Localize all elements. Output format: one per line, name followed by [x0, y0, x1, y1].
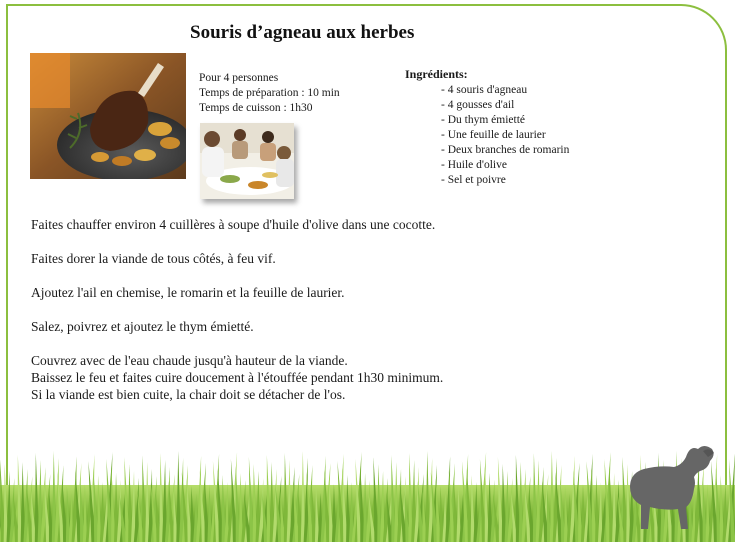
ingredient-item: - 4 gousses d'ail — [441, 98, 569, 113]
ingredient-item: - Deux branches de romarin — [441, 143, 569, 158]
recipe-steps — [31, 216, 691, 403]
dish-photo — [30, 53, 186, 179]
ingredient-item: - Huile d'olive — [441, 158, 569, 173]
lamb-silhouette-icon — [624, 443, 718, 533]
recipe-info — [199, 71, 340, 116]
servings: Pour 4 personnes — [199, 72, 279, 84]
ingredients-list — [441, 83, 569, 188]
prep-time: Temps de préparation : 10 min — [199, 87, 340, 99]
family-dinner-photo — [200, 123, 294, 199]
ingredient-item: - Sel et poivre — [441, 173, 569, 188]
ingredients-heading: Ingrédients: — [405, 67, 468, 81]
ingredient-item: - 4 souris d'agneau — [441, 83, 569, 98]
recipe-title: Souris d’agneau aux herbes — [190, 22, 415, 43]
step-5 — [31, 352, 691, 403]
ingredient-item: - Une feuille de laurier — [441, 128, 569, 143]
step-5-line-3: Si la viande est bien cuite, la chair doit se détacher de l'os. — [31, 387, 346, 402]
step-1: Faites chauffer environ 4 cuillères à soupe d'huile d'olive dans une cocotte. — [31, 217, 436, 232]
step-2: Faites dorer la viande de tous côtés, à feu vif. — [31, 251, 276, 266]
step-5-line-1: Couvrez avec de l'eau chaude jusqu'à hauteur de la viande. — [31, 353, 348, 368]
step-4: Salez, poivrez et ajoutez le thym émietté. — [31, 319, 254, 334]
cook-time: Temps de cuisson : 1h30 — [199, 102, 313, 114]
ingredient-item: - Du thym émietté — [441, 113, 569, 128]
step-5-line-2: Baissez le feu et faites cuire doucement à l'étouffée pendant 1h30 minimum. — [31, 370, 444, 385]
step-3: Ajoutez l'ail en chemise, le romarin et la feuille de laurier. — [31, 285, 345, 300]
